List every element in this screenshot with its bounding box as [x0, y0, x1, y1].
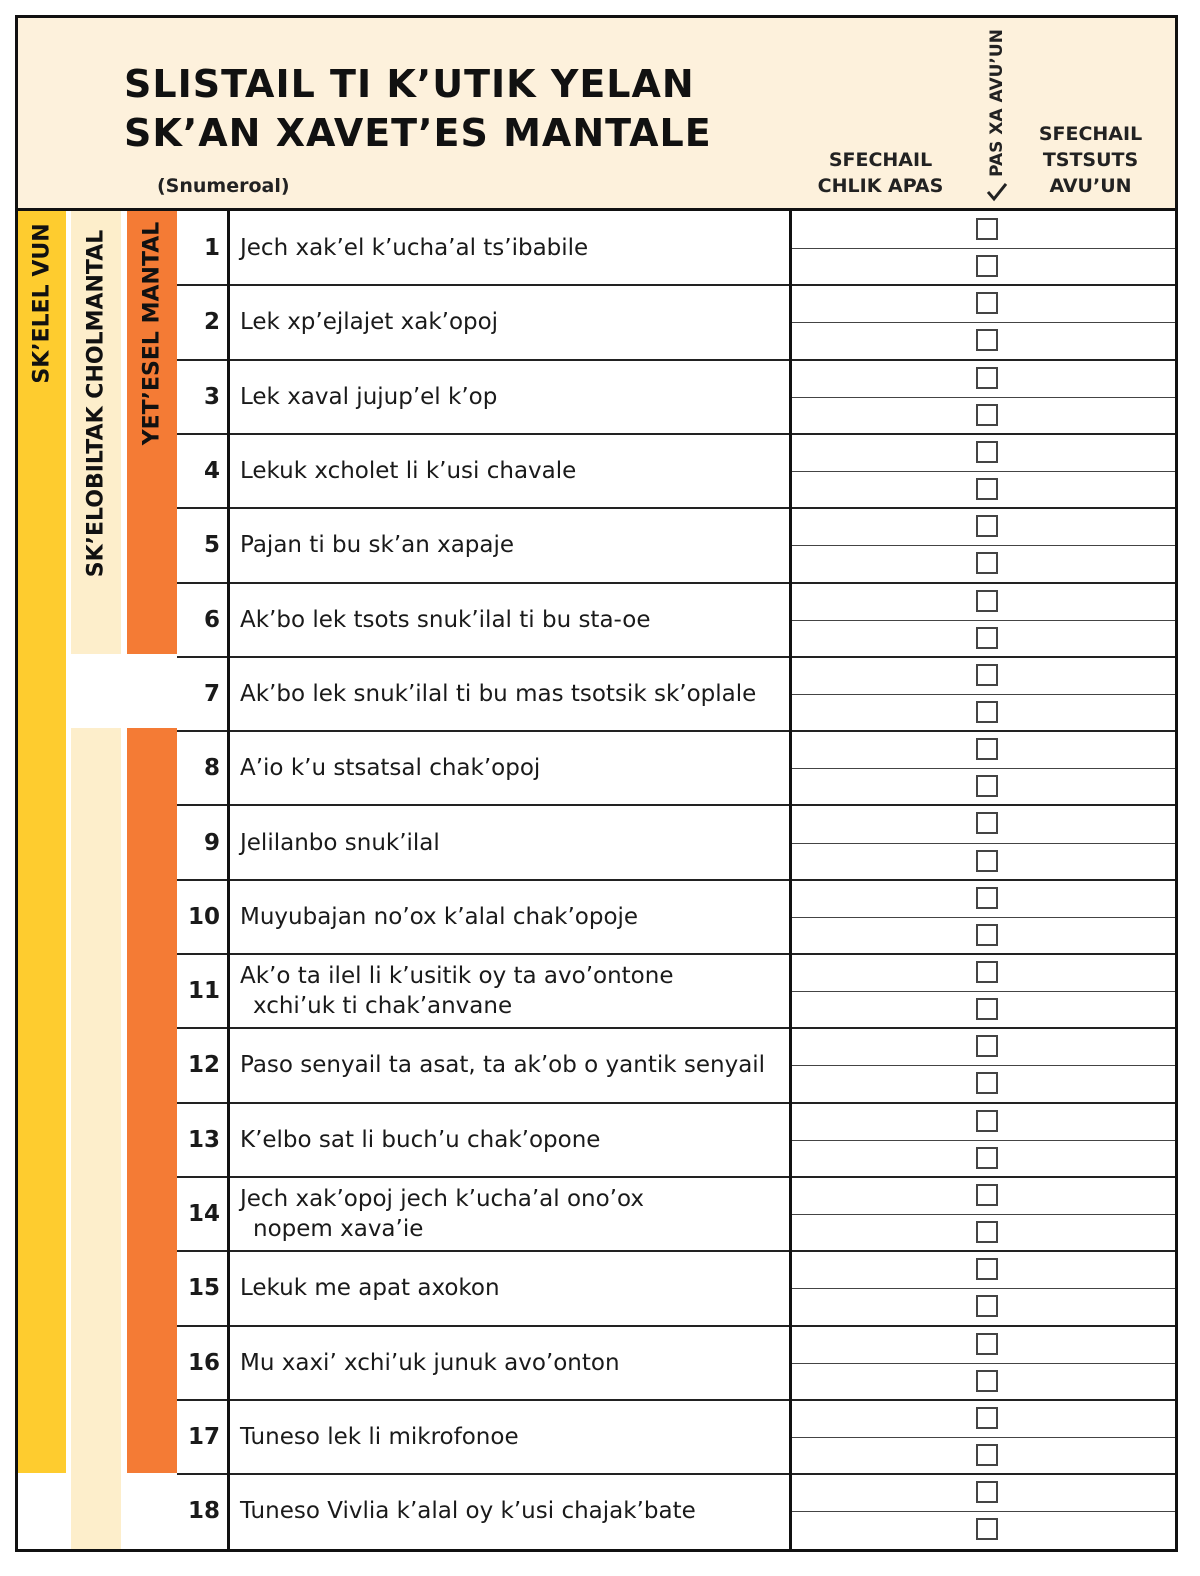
- completed-checkbox[interactable]: [976, 590, 998, 612]
- item-text-line2: xchi’uk ti chak’anvane: [253, 993, 513, 1020]
- column-header-date-started: [808, 147, 953, 199]
- band-outer: [18, 211, 66, 1473]
- completed-checkbox[interactable]: [976, 850, 998, 872]
- item-number: 16: [187, 1349, 220, 1376]
- item-text-line1: Ak’bo lek snuk’ilal ti bu mas tsotsik sk’oplale: [240, 680, 757, 707]
- band-outer-label: SK’ELEL VUN: [29, 223, 55, 384]
- completed-checkbox[interactable]: [976, 738, 998, 760]
- date-line: [792, 917, 1178, 918]
- item-text: [240, 880, 785, 954]
- completed-checkbox[interactable]: [976, 1444, 998, 1466]
- checklist-sheet: [15, 15, 1178, 1552]
- date-line: [792, 1437, 1178, 1438]
- item-text: [240, 583, 785, 657]
- date-line: [792, 1065, 1178, 1066]
- item-text-line1: Tuneso Vivlia k’alal oy k’usi chajak’bate: [240, 1498, 696, 1525]
- item-text-line1: Lek xp’ejlajet xak’opoj: [240, 309, 499, 336]
- completed-checkbox[interactable]: [976, 329, 998, 351]
- date-line: [792, 545, 1178, 546]
- completed-checkbox[interactable]: [976, 1147, 998, 1169]
- completed-checkbox[interactable]: [976, 775, 998, 797]
- item-number: 1: [203, 235, 220, 262]
- column-header-date-finished-line2: TSTSUTS: [1042, 149, 1139, 171]
- item-text: [240, 1028, 785, 1102]
- column-header-completed-label: PAS XA AVU’UN: [987, 29, 1007, 177]
- date-line: [792, 322, 1178, 323]
- column-header-date-started-line1: SFECHAIL: [828, 149, 933, 171]
- column-header-date-finished-line3: AVU’UN: [1049, 175, 1132, 197]
- item-text-line1: Ak’o ta ilel li k’usitik oy ta avo’ontone: [240, 963, 674, 990]
- item-text: [240, 1400, 785, 1474]
- item-text: [240, 657, 785, 731]
- item-text-line1: Tuneso lek li mikrofonoe: [240, 1423, 519, 1450]
- completed-checkbox[interactable]: [976, 1518, 998, 1540]
- completed-checkbox[interactable]: [976, 441, 998, 463]
- date-line: [792, 694, 1178, 695]
- item-text: [240, 1177, 785, 1251]
- checkmark-icon: [986, 182, 1008, 202]
- column-header-date-started-line2: CHLIK APAS: [817, 175, 944, 197]
- item-text-line1: Ak’bo lek tsots snuk’ilal ti bu sta-oe: [240, 606, 651, 633]
- column-header-completed: [986, 26, 1008, 206]
- item-text: [240, 285, 785, 359]
- item-text: [240, 1326, 785, 1400]
- item-text: [240, 805, 785, 879]
- completed-checkbox[interactable]: [976, 998, 998, 1020]
- completed-checkbox[interactable]: [976, 1110, 998, 1132]
- item-text-line1: Jech xak’el k’ucha’al ts’ibabile: [240, 235, 589, 262]
- completed-checkbox[interactable]: [976, 515, 998, 537]
- item-number: 17: [187, 1423, 220, 1450]
- item-text-line1: Paso senyail ta asat, ta ak’ob o yantik senyail: [240, 1052, 766, 1079]
- item-number: 15: [187, 1275, 220, 1302]
- completed-checkbox[interactable]: [976, 627, 998, 649]
- item-number: 5: [203, 532, 220, 559]
- date-line: [792, 1363, 1178, 1364]
- completed-checkbox[interactable]: [976, 218, 998, 240]
- item-number: 18: [187, 1498, 220, 1525]
- completed-checkbox[interactable]: [976, 1258, 998, 1280]
- column-header-date-finished-line1: SFECHAIL: [1038, 123, 1143, 145]
- date-line: [792, 843, 1178, 844]
- item-number: 6: [203, 606, 220, 633]
- band-middle-bottom: [71, 728, 121, 1552]
- item-text: [240, 1103, 785, 1177]
- item-text-line2: nopem xava’ie: [253, 1216, 424, 1243]
- completed-checkbox[interactable]: [976, 961, 998, 983]
- date-line: [792, 1140, 1178, 1141]
- date-line: [792, 397, 1178, 398]
- band-middle-label: SK’ELOBILTAK CHOLMANTAL: [83, 229, 109, 578]
- completed-checkbox[interactable]: [976, 924, 998, 946]
- completed-checkbox[interactable]: [976, 1221, 998, 1243]
- item-number: 10: [187, 903, 220, 930]
- item-text: [240, 954, 785, 1028]
- item-text: [240, 434, 785, 508]
- item-text-line1: K’elbo sat li buch’u chak’opone: [240, 1126, 601, 1153]
- date-line: [792, 1511, 1178, 1512]
- item-text-line1: Lekuk me apat axokon: [240, 1275, 500, 1302]
- item-number: 7: [203, 680, 220, 707]
- subtitle: (Snumeroal): [157, 175, 290, 197]
- date-line: [792, 1214, 1178, 1215]
- item-number: 9: [203, 829, 220, 856]
- completed-checkbox[interactable]: [976, 664, 998, 686]
- item-text-line1: Mu xaxi’ xchi’uk junuk avo’onton: [240, 1349, 620, 1376]
- completed-checkbox[interactable]: [976, 812, 998, 834]
- item-number: 11: [187, 978, 220, 1005]
- title-line-2: SK’AN XAVET’ES MANTALE: [124, 111, 712, 155]
- item-text: [240, 211, 785, 285]
- item-text-line1: A’io k’u stsatsal chak’opoj: [240, 755, 541, 782]
- date-line: [792, 1288, 1178, 1289]
- completed-checkbox[interactable]: [976, 701, 998, 723]
- column-divider-number: [227, 211, 230, 1552]
- item-text-line1: Jelilanbo snuk’ilal: [240, 829, 440, 856]
- column-divider-dates: [789, 211, 792, 1552]
- item-text-line1: Pajan ti bu sk’an xapaje: [240, 532, 515, 559]
- completed-checkbox[interactable]: [976, 367, 998, 389]
- column-header-date-finished: [1028, 121, 1153, 199]
- item-number: 14: [187, 1201, 220, 1228]
- completed-checkbox[interactable]: [976, 887, 998, 909]
- item-text-line1: Lekuk xcholet li k’usi chavale: [240, 458, 577, 485]
- item-number: 3: [203, 383, 220, 410]
- completed-checkbox[interactable]: [976, 1407, 998, 1429]
- band-inner-bottom: [127, 728, 177, 1473]
- completed-checkbox[interactable]: [976, 552, 998, 574]
- header: [18, 18, 1175, 211]
- item-text: [240, 1251, 785, 1325]
- date-line: [792, 248, 1178, 249]
- item-number: 12: [187, 1052, 220, 1079]
- item-text: [240, 1474, 785, 1548]
- completed-checkbox[interactable]: [976, 1481, 998, 1503]
- completed-checkbox[interactable]: [976, 404, 998, 426]
- completed-checkbox[interactable]: [976, 1035, 998, 1057]
- item-number: 13: [187, 1126, 220, 1153]
- item-text-line1: Lek xaval jujup’el k’op: [240, 383, 498, 410]
- item-number: 4: [203, 458, 220, 485]
- date-line: [792, 471, 1178, 472]
- date-line: [792, 768, 1178, 769]
- completed-checkbox[interactable]: [976, 255, 998, 277]
- band-inner-top: [127, 211, 177, 654]
- item-number: 8: [203, 755, 220, 782]
- item-text-line1: Jech xak’opoj jech k’ucha’al ono’ox: [240, 1186, 644, 1213]
- date-line: [792, 620, 1178, 621]
- item-number: 2: [203, 309, 220, 336]
- date-line: [792, 991, 1178, 992]
- completed-checkbox[interactable]: [976, 1333, 998, 1355]
- completed-checkbox[interactable]: [976, 1072, 998, 1094]
- completed-checkbox[interactable]: [976, 1295, 998, 1317]
- item-text: [240, 508, 785, 582]
- title-line-1: SLISTAIL TI K’UTIK YELAN: [124, 62, 695, 106]
- band-middle-top: [71, 211, 121, 654]
- item-text-line1: Muyubajan no’ox k’alal chak’opoje: [240, 903, 639, 930]
- completed-checkbox[interactable]: [976, 478, 998, 500]
- item-text: [240, 731, 785, 805]
- completed-checkbox[interactable]: [976, 1370, 998, 1392]
- band-inner-label: YET’ESEL MANTAL: [139, 221, 165, 446]
- item-text: [240, 360, 785, 434]
- completed-checkbox[interactable]: [976, 292, 998, 314]
- completed-checkbox[interactable]: [976, 1184, 998, 1206]
